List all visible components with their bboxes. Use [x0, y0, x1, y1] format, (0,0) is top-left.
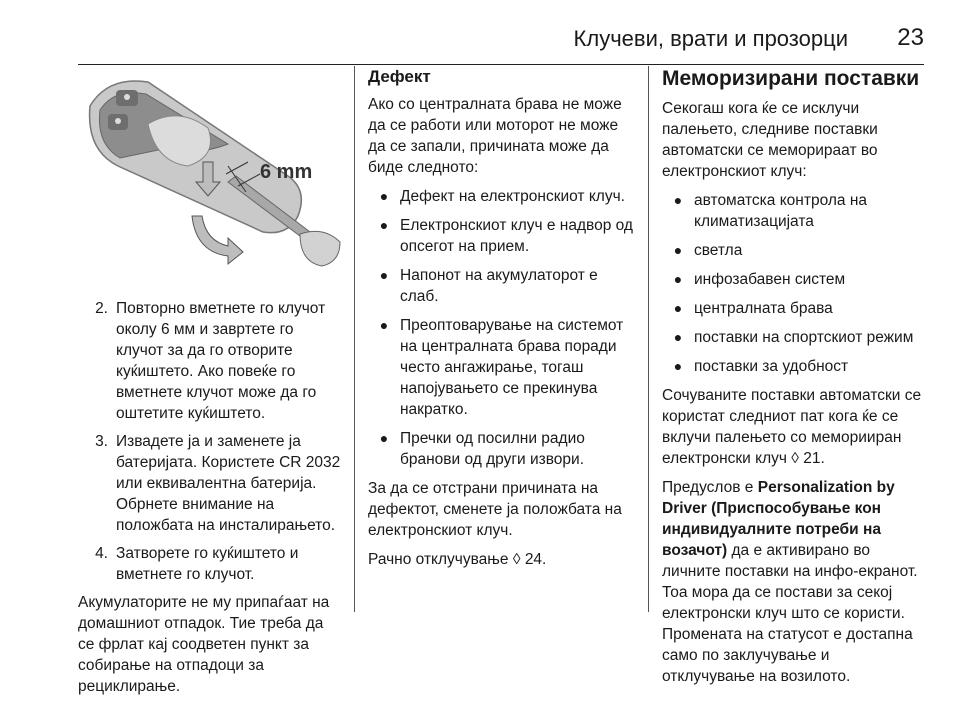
bullet-text: поставки за удобност — [694, 358, 849, 375]
bullet-icon: ● — [379, 217, 389, 233]
memory-paragraph — [662, 385, 926, 469]
intro-paragraph: Ако со централната брава не може да се работи или моторот не може да се запали, причината може да биде следното: — [368, 96, 622, 176]
bullet-icon: ● — [673, 192, 683, 208]
step-number: 3. — [95, 433, 108, 450]
bullet-icon: ● — [379, 267, 389, 283]
key-battery-figure — [78, 66, 344, 278]
ref-page[interactable]: 21. — [803, 450, 825, 467]
page-number: 23 — [897, 24, 924, 51]
ref-page: 24. — [524, 551, 547, 568]
bullet-text: Пречки од посилни радио бранови од други извори. — [400, 430, 585, 468]
paragraph-text: да е активирано во личните поставки на инфо-екранот. Тоа мора да се постави за секој електронски клуч што се користи. Промената на статусот е достапна само по заклучување и отклучување на возилото. — [662, 542, 918, 685]
list-item — [662, 356, 926, 377]
ref-arrow-icon: ◊ — [791, 450, 799, 467]
bullet-text: Напонот на акумулаторот е слаб. — [400, 267, 598, 305]
bullet-icon: ● — [379, 317, 389, 333]
header-title: Клучеви, врати и прозорци — [573, 26, 848, 51]
paragraph-text: Предуслов е — [662, 479, 754, 496]
step-number: 4. — [95, 545, 108, 562]
bullet-text: инфозабавен систем — [694, 271, 846, 288]
step-text: Затворете го куќиштето и вметнете го клучот. — [116, 545, 299, 583]
bullet-text: поставки на спортскиот режим — [694, 329, 914, 346]
bullet-text: автоматска контрола на климатизацијата — [694, 192, 868, 230]
page-header — [0, 22, 960, 58]
list-item — [78, 431, 342, 536]
bullet-text: светла — [694, 242, 743, 259]
bullet-icon: ● — [673, 300, 683, 316]
ref-arrow-icon: ◊ — [512, 551, 521, 568]
bullet-icon: ● — [379, 188, 389, 204]
column-right — [662, 66, 926, 695]
list-item — [78, 543, 342, 585]
cross-reference[interactable] — [368, 549, 634, 570]
step-text: Извадете ја и заменете ја батеријата. Користете CR 2032 или еквивалентна батерија. Обрнете внимание на положбата на инсталирањето. — [116, 433, 341, 534]
list-item — [368, 215, 634, 257]
intro-paragraph: Секогаш кога ќе се исклучи палењето, следниве поставки автоматски се меморираат во електронскиот клуч: — [662, 100, 878, 180]
bullet-icon: ● — [673, 242, 683, 258]
bullet-icon: ● — [379, 430, 389, 446]
bullet-text: Преоптоварување на системот на централната брава поради често ангажирање, тогаш напојувањето се прекинува накратко. — [400, 317, 624, 418]
list-item — [368, 315, 634, 420]
column-middle — [368, 66, 634, 578]
prerequisite-paragraph — [662, 477, 926, 687]
column-left — [78, 66, 342, 705]
list-item — [368, 265, 634, 307]
list-item — [78, 298, 342, 424]
list-item — [662, 190, 926, 232]
column-divider — [648, 66, 649, 612]
step-number: 2. — [95, 300, 108, 317]
bullet-icon: ● — [673, 271, 683, 287]
paragraph-text: Сочуваните поставки автоматски се користат следниот пат кога ќе се вклучи палењето со меморииран електронски клуч — [662, 387, 922, 467]
battery-disposal-note: Акумулаторите не му припаѓаат на домашниот отпадок. Тие треба да се фрлат кај соодветен пункт за собирање на отпадоци за рециклирање. — [78, 594, 330, 695]
section-heading: Дефект — [368, 67, 431, 86]
column-divider — [354, 66, 355, 612]
list-item — [662, 298, 926, 319]
list-item — [662, 240, 926, 261]
list-item — [368, 186, 634, 207]
ref-text: Рачно отклучување — [368, 551, 509, 568]
bullet-icon: ● — [673, 358, 683, 374]
list-item — [662, 269, 926, 290]
dimension-label: 6 mm — [260, 161, 313, 183]
bullet-icon: ● — [673, 329, 683, 345]
list-item — [662, 327, 926, 348]
step-text: Повторно вметнете го клучот околу 6 мм и завртете го клучот за да го отворите куќиштето. Ако повеќе го вметнете клучот може да го оштетите куќиштето. — [116, 300, 326, 422]
section-heading: Меморизирани поставки — [662, 67, 920, 90]
bullet-text: Електронскиот клуч е надвор од опсегот на прием. — [400, 217, 633, 255]
bullet-text: Дефект на електронскиот клуч. — [400, 188, 625, 205]
fix-paragraph: За да се отстрани причината на дефектот, сменете ја положбата на електронскиот клуч. — [368, 480, 622, 539]
header-rule — [78, 64, 924, 65]
setting-name: Personalization by Driver (Приспособување кон индивидуалните потреби на возачот) — [662, 479, 895, 559]
bullet-text: централната брава — [694, 300, 833, 317]
list-item — [368, 428, 634, 470]
